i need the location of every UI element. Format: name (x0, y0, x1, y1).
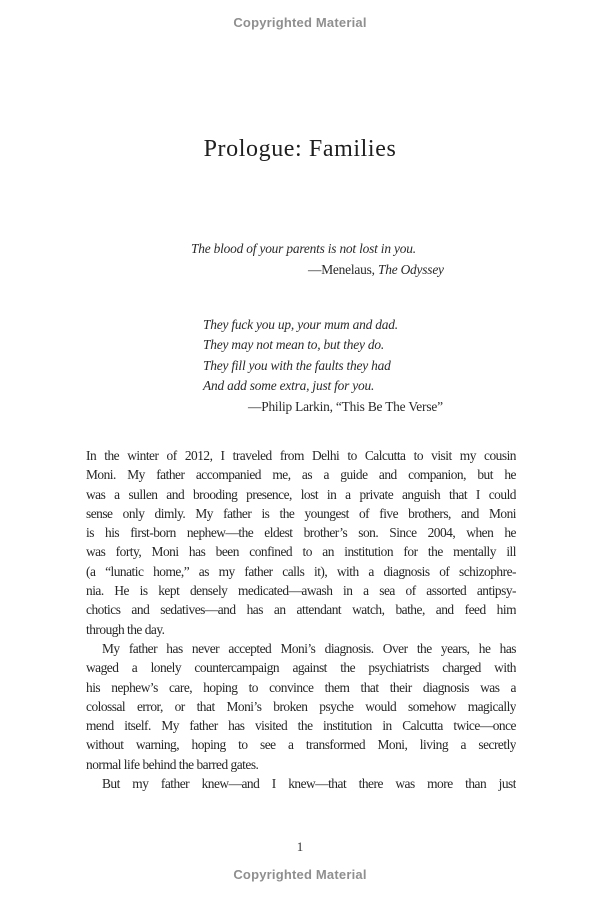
body-line: his nephew’s care, hoping to convince them that their diagnosis was a (86, 679, 516, 695)
epigraph-line: They fill you with the faults they had (203, 357, 391, 373)
epigraph-odyssey (191, 238, 444, 280)
body-line: waged a lonely countercampaign against the psychiatrists charged with (86, 660, 516, 676)
body-line: In the winter of 2012, I traveled from Delhi to Calcutta to visit my cousin (86, 448, 516, 463)
body-line: Moni. My father accompanied me, as a guide and companion, but he (86, 467, 516, 483)
body-line: chotics and sedatives—and has an attendant watch, bathe, and feed him (86, 602, 516, 618)
copyright-notice-bottom: Copyrighted Material (233, 867, 367, 882)
epigraph-larkin-lines (203, 315, 443, 397)
body-line: colossal error, or that Moni’s broken psyche would somehow magically (86, 698, 516, 714)
body-line: sense only dimly. My father is the youngest of five brothers, and Moni (86, 505, 516, 521)
attribution-work-title: The Odyssey (377, 262, 444, 277)
body-line: was forty, Moni has been confined to an institution for the mentally ill (86, 544, 516, 560)
body-line: nia. He is kept densely medicated—awash in a sea of assorted antipsy- (86, 583, 516, 599)
attribution-speaker: —Menelaus, (308, 262, 378, 277)
body-line: is his first-born nephew—the eldest brother’s son. Since 2004, when he (86, 525, 516, 541)
body-line: was a sullen and brooding presence, lost in a private anguish that I could (86, 486, 516, 502)
body-line: mend itself. My father has visited the institution in Calcutta twice—once (86, 718, 516, 734)
body-line: normal life behind the barred gates. (86, 756, 259, 772)
epigraph-line: And add some extra, just for you. (203, 378, 375, 394)
body-line: But my father knew—and I knew—that there was more than just (102, 776, 516, 792)
epigraph-line: They may not mean to, but they do. (203, 337, 385, 353)
body-line: without warning, hoping to see a transformed Moni, living a secretly (86, 737, 516, 753)
copyright-notice-top: Copyrighted Material (233, 15, 367, 30)
chapter-title: Prologue: Families (203, 136, 397, 162)
epigraph-line: They fuck you up, your mum and dad. (203, 317, 398, 332)
epigraph-attribution: —Philip Larkin, “This Be The Verse” (248, 398, 443, 414)
epigraph-larkin (203, 315, 443, 417)
body-line: My father has never accepted Moni’s diagnosis. Over the years, he has (102, 640, 516, 656)
body-text (86, 446, 516, 793)
page-number: 1 (296, 839, 304, 854)
body-line: through the day. (86, 621, 165, 637)
epigraph-line: The blood of your parents is not lost in you. (191, 241, 416, 256)
body-line: (a “lunatic home,” as my father calls it), with a diagnosis of schizophre- (86, 563, 516, 579)
epigraph-attribution (308, 259, 444, 280)
